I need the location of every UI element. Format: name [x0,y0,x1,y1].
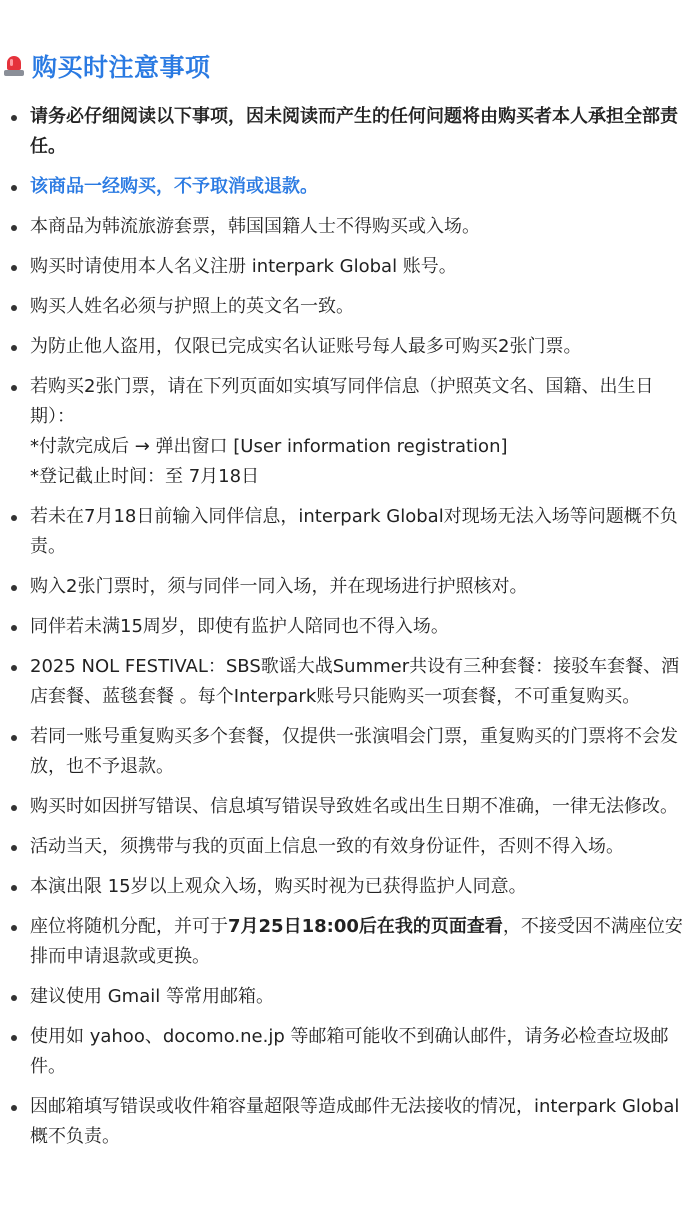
list-item: 若未在7月18日前输入同伴信息，interpark Global对现场无法入场等问题概不负责。 [0,502,700,562]
list-item: 同伴若未满15周岁，即使有监护人陪同也不得入场。 [0,612,700,642]
list-item: 2025 NOL FESTIVAL：SBS歌谣大战Summer共设有三种套餐：接驳车套餐、酒店套餐、蓝毯套餐 。每个Interpark账号只能购买一项套餐，不可重复购买。 [0,652,700,712]
list-item: 购买时如因拼写错误、信息填写错误导致姓名或出生日期不准确，一律无法修改。 [0,792,700,822]
list-item-companion-info [0,372,700,492]
list-item: 本商品为韩流旅游套票，韩国国籍人士不得购买或入场。 [0,212,700,242]
list-item: 建议使用 Gmail 等常用邮箱。 [0,982,700,1012]
list-item: 因邮箱填写错误或收件箱容量超限等造成邮件无法接收的情况，interpark Global 概不负责。 [0,1092,700,1152]
title-row [0,44,700,88]
list-item-subline: *付款完成后 → 弹出窗口 [User information registration] [30,436,508,457]
list-item-text: ，不接受因不满座位安排而申请退款或更换。 [30,916,683,967]
list-item: 本演出限 15岁以上观众入场，购买时视为已获得监护人同意。 [0,872,700,902]
list-item-text: 若购买2张门票，请在下列页面如实填写同伴信息（护照英文名、国籍、出生日期）： [30,376,654,427]
list-item: 购入2张门票时，须与同伴一同入场，并在现场进行护照核对。 [0,572,700,602]
list-item: 使用如 yahoo、docomo.ne.jp 等邮箱可能收不到确认邮件，请务必检查垃圾邮件。 [0,1022,700,1082]
list-item-no-refund: 该商品一经购买，不予取消或退款。 [0,172,700,202]
notice-list [0,102,700,1152]
list-item-responsibility: 请务必仔细阅读以下事项，因未阅读而产生的任何问题将由购买者本人承担全部责任。 [0,102,700,162]
list-item: 购买时请使用本人名义注册 interpark Global 账号。 [0,252,700,282]
list-item: 为防止他人盗用，仅限已完成实名认证账号每人最多可购买2张门票。 [0,332,700,362]
list-item: 若同一账号重复购买多个套餐，仅提供一张演唱会门票，重复购买的门票将不会发放，也不予退款。 [0,722,700,782]
list-item: 购买人姓名必须与护照上的英文名一致。 [0,292,700,322]
list-item-subline: *登记截止时间：至 7月18日 [30,466,260,487]
list-item-text: 座位将随机分配，并可于 [30,916,228,937]
list-item: 活动当天，须携带与我的页面上信息一致的有效身份证件，否则不得入场。 [0,832,700,862]
list-item-seating [0,912,700,972]
page-title: 购买时注意事项 [32,53,211,82]
siren-icon [3,55,25,77]
seat-check-time: 7月25日18:00后在我的页面查看 [228,916,503,937]
